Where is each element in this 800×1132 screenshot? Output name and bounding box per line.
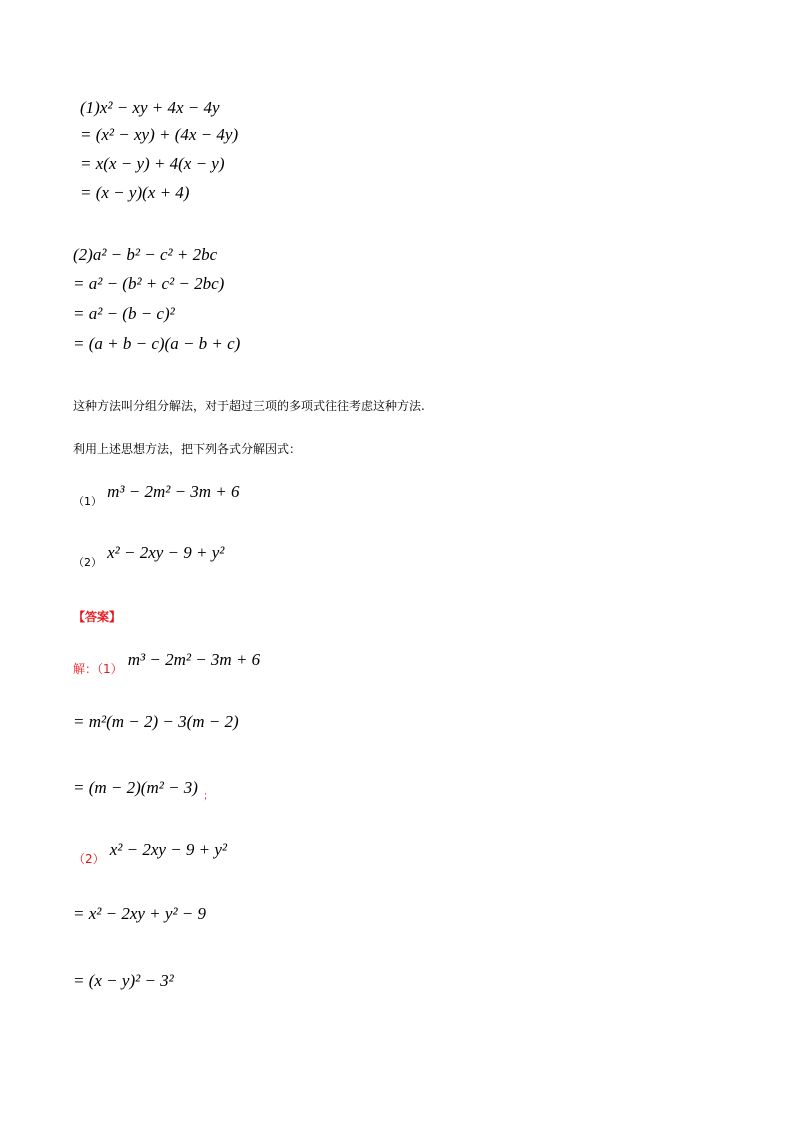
answer-part-1 [73,650,261,676]
example1-line-3: = x(x − y) + 4(x − y) [80,154,225,173]
problem-1 [73,482,240,508]
answer-heading: 【答案】 [73,610,122,624]
answer-part-2-step-2: = (x − y)² − 3² [73,971,174,990]
instruction-text: 利用上述思想方法，把下列各式分解因式： [73,442,302,456]
answer-part-2-expression: x² − 2xy − 9 + y² [109,840,228,859]
example1-line-1: (1)x² − xy + 4x − 4y [80,98,220,117]
example1-line-4: = (x − y)(x + 4) [80,183,190,202]
example2-line-3: = a² − (b − c)² [73,304,175,323]
answer-jie-label: 解：（1） [73,662,123,676]
answer-part-1-expression: m³ − 2m² − 3m + 6 [127,650,261,669]
answer-part-2-step-1: = x² − 2xy + y² − 9 [73,904,207,923]
problem-2-number: （2） [73,556,102,569]
problem-2-expression: x² − 2xy − 9 + y² [107,543,225,562]
problem-1-expression: m³ − 2m² − 3m + 6 [107,482,240,501]
answer-part-1-semicolon: ； [203,791,214,802]
answer-part-1-step-2-row [73,778,214,802]
answer-part-1-step-1: = m²(m − 2) − 3(m − 2) [73,712,239,731]
problem-2 [73,543,225,569]
method-note: 这种方法叫分组分解法，对于超过三项的多项式往往考虑这种方法. [73,399,425,413]
problem-1-number: （1） [73,495,102,508]
example2-line-1: (2)a² − b² − c² + 2bc [73,245,218,264]
answer-part-2 [73,840,228,866]
example1-line-2: = (x² − xy) + (4x − 4y) [80,125,239,144]
example2-line-2: = a² − (b² + c² − 2bc) [73,274,225,293]
answer-part-1-step-2: = (m − 2)(m² − 3) [73,778,198,797]
answer-part-2-number: （2） [73,852,105,866]
example2-line-4: = (a + b − c)(a − b + c) [73,334,241,353]
